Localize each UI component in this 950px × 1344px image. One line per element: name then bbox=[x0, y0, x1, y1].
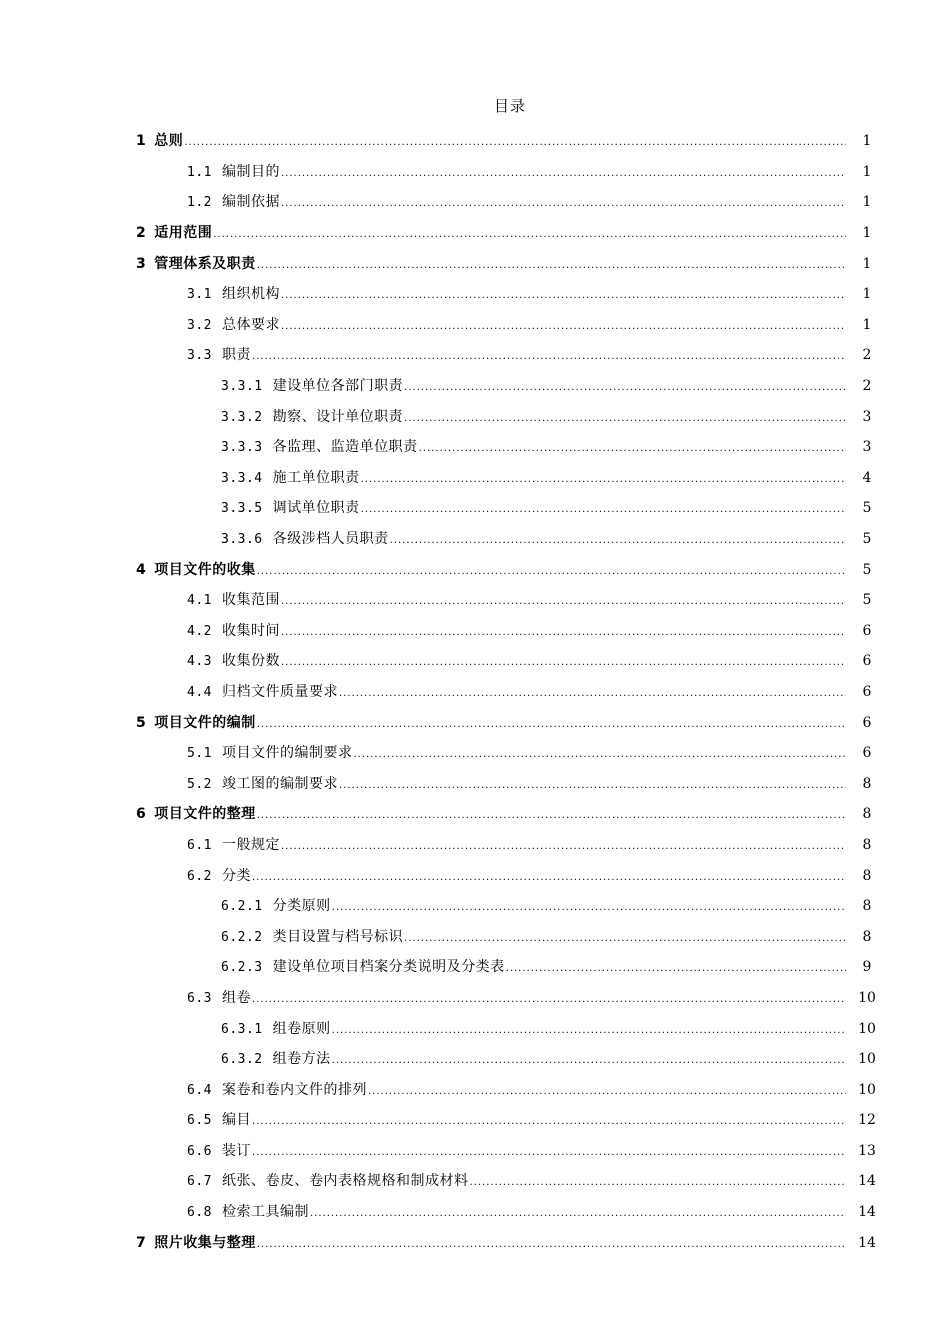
toc-page-number: 8 bbox=[862, 928, 872, 945]
toc-section-title: 管理体系及职责 bbox=[154, 255, 256, 272]
toc-page-number: 8 bbox=[862, 867, 872, 884]
toc-page-number: 1 bbox=[862, 255, 872, 272]
toc-dot-leader bbox=[368, 1081, 846, 1101]
toc-page-number: 1 bbox=[862, 316, 872, 333]
toc-section-title: 归档文件质量要求 bbox=[221, 683, 338, 700]
toc-section-title: 收集范围 bbox=[221, 592, 280, 609]
toc-section-number: 3.3.2 bbox=[221, 409, 263, 425]
toc-section-title: 职责 bbox=[221, 347, 251, 364]
toc-section-title: 分类原则 bbox=[272, 898, 331, 915]
toc-dot-leader bbox=[252, 1142, 846, 1162]
toc-row bbox=[0, 1136, 950, 1167]
toc-section-number: 7 bbox=[136, 1234, 147, 1251]
toc-row bbox=[0, 616, 950, 647]
toc-entry-link[interactable] bbox=[187, 681, 846, 703]
toc-section-number: 6.1 bbox=[187, 837, 212, 853]
toc-row bbox=[0, 1044, 950, 1075]
toc-dot-leader bbox=[281, 285, 846, 305]
toc-row bbox=[0, 707, 950, 738]
toc-row bbox=[0, 248, 950, 279]
toc-entry-link[interactable] bbox=[221, 895, 846, 917]
toc-section-title: 编目 bbox=[221, 1112, 251, 1129]
toc-page-number: 14 bbox=[858, 1173, 876, 1190]
toc-row bbox=[0, 1197, 950, 1228]
toc-entry-link[interactable] bbox=[187, 314, 846, 336]
toc-row bbox=[0, 1166, 950, 1197]
toc-section-number: 4.3 bbox=[187, 654, 212, 670]
toc-section-number: 3.2 bbox=[187, 317, 212, 333]
toc-entry-link[interactable] bbox=[187, 344, 846, 366]
toc-page-number: 5 bbox=[862, 500, 872, 517]
toc-dot-leader bbox=[257, 805, 846, 825]
toc-section-title: 案卷和卷内文件的排列 bbox=[221, 1081, 367, 1098]
toc-section-title: 建设单位项目档案分类说明及分类表 bbox=[272, 959, 505, 976]
toc-dot-leader bbox=[469, 1172, 846, 1192]
toc-entry-link[interactable] bbox=[136, 803, 846, 825]
toc-page-number: 8 bbox=[862, 836, 872, 853]
toc-dot-leader bbox=[332, 897, 846, 917]
toc-entry-link[interactable] bbox=[136, 559, 846, 581]
toc-dot-leader bbox=[252, 346, 846, 366]
toc-page-number: 12 bbox=[858, 1112, 876, 1129]
toc-dot-leader bbox=[252, 989, 846, 1009]
toc-page-number: 1 bbox=[862, 133, 872, 150]
toc-section-title: 调试单位职责 bbox=[272, 500, 360, 517]
toc-page-number: 14 bbox=[858, 1204, 876, 1221]
toc-section-number: 4 bbox=[136, 561, 147, 578]
toc-page-number: 6 bbox=[862, 683, 872, 700]
toc-row bbox=[0, 524, 950, 555]
toc-dot-leader bbox=[361, 499, 846, 519]
toc-dot-leader bbox=[257, 714, 846, 734]
toc-section-number: 1.2 bbox=[187, 195, 212, 211]
toc-row bbox=[0, 340, 950, 371]
toc-row bbox=[0, 646, 950, 677]
toc-page-number: 13 bbox=[858, 1142, 876, 1159]
toc-section-number: 6.5 bbox=[187, 1113, 212, 1129]
toc-page-number: 1 bbox=[862, 163, 872, 180]
toc-row bbox=[0, 738, 950, 769]
toc-dot-leader bbox=[339, 775, 846, 795]
toc-entry-link[interactable] bbox=[221, 1048, 846, 1070]
toc-entry-link[interactable] bbox=[187, 773, 846, 795]
toc-row bbox=[0, 860, 950, 891]
toc-section-title: 施工单位职责 bbox=[272, 469, 360, 486]
toc-entry-link[interactable] bbox=[187, 1109, 846, 1131]
toc-section-title: 组卷原则 bbox=[272, 1020, 331, 1037]
toc-section-number: 3.3.6 bbox=[221, 532, 263, 548]
toc-page-number: 3 bbox=[862, 439, 872, 456]
toc-dot-leader bbox=[281, 163, 846, 183]
toc-entry-link[interactable] bbox=[187, 865, 846, 887]
toc-entry-link[interactable] bbox=[221, 436, 846, 458]
toc-section-title: 照片收集与整理 bbox=[154, 1234, 256, 1251]
toc-page-number: 8 bbox=[862, 806, 872, 823]
toc-section-number: 2 bbox=[136, 225, 147, 242]
toc-entry-link[interactable] bbox=[221, 467, 846, 489]
toc-entry-link[interactable] bbox=[221, 375, 846, 397]
toc-section-title: 适用范围 bbox=[154, 225, 213, 242]
toc-section-title: 分类 bbox=[221, 867, 251, 884]
toc-entry-link[interactable] bbox=[187, 620, 846, 642]
toc-dot-leader bbox=[353, 744, 846, 764]
toc-row bbox=[0, 279, 950, 310]
toc-row bbox=[0, 463, 950, 494]
toc-page-number: 8 bbox=[862, 898, 872, 915]
toc-section-number: 6 bbox=[136, 806, 147, 823]
toc-dot-leader bbox=[339, 683, 846, 703]
toc-row bbox=[0, 1013, 950, 1044]
toc-row bbox=[0, 310, 950, 341]
toc-section-title: 收集时间 bbox=[221, 622, 280, 639]
toc-dot-leader bbox=[419, 438, 846, 458]
toc-entry-link[interactable] bbox=[136, 130, 846, 152]
toc-dot-leader bbox=[361, 469, 846, 489]
toc-page-number: 5 bbox=[862, 592, 872, 609]
toc-section-number: 4.2 bbox=[187, 623, 212, 639]
toc-dot-leader bbox=[332, 1020, 846, 1040]
toc-row bbox=[0, 1074, 950, 1105]
toc-section-title: 竣工图的编制要求 bbox=[221, 775, 338, 792]
toc-entry-link[interactable] bbox=[221, 926, 846, 948]
toc-row bbox=[0, 891, 950, 922]
toc-entry-link[interactable] bbox=[187, 589, 846, 611]
toc-page-number: 1 bbox=[862, 225, 872, 242]
toc-section-number: 4.4 bbox=[187, 684, 212, 700]
toc-row bbox=[0, 126, 950, 157]
toc-row bbox=[0, 371, 950, 402]
toc-row bbox=[0, 952, 950, 983]
toc-page-number: 9 bbox=[862, 959, 872, 976]
toc-dot-leader bbox=[404, 377, 846, 397]
toc-entry-link[interactable] bbox=[221, 406, 846, 428]
toc-section-number: 1 bbox=[136, 133, 147, 150]
toc-section-number: 1.1 bbox=[187, 164, 212, 180]
toc-dot-leader bbox=[281, 316, 846, 336]
toc-section-title: 各级涉档人员职责 bbox=[272, 531, 389, 548]
toc-row bbox=[0, 554, 950, 585]
toc-page-number: 10 bbox=[858, 1020, 876, 1037]
toc-dot-leader bbox=[404, 928, 846, 948]
toc-dot-leader bbox=[310, 1203, 846, 1223]
toc-dot-leader bbox=[252, 1111, 846, 1131]
toc-dot-leader bbox=[281, 591, 846, 611]
toc-section-number: 6.3.1 bbox=[221, 1021, 263, 1037]
toc-entry-link[interactable] bbox=[187, 742, 846, 764]
toc-section-number: 4.1 bbox=[187, 593, 212, 609]
toc-entry-link[interactable] bbox=[187, 987, 846, 1009]
toc-section-title: 组卷 bbox=[221, 989, 251, 1006]
toc-dot-leader bbox=[257, 1234, 846, 1254]
toc-entry-link[interactable] bbox=[136, 253, 846, 275]
toc-entry-link[interactable] bbox=[221, 956, 846, 978]
toc-section-number: 6.2 bbox=[187, 868, 212, 884]
toc-section-title: 项目文件的收集 bbox=[154, 561, 256, 578]
toc-section-title: 编制目的 bbox=[221, 163, 280, 180]
toc-section-number: 6.7 bbox=[187, 1174, 212, 1190]
toc-row bbox=[0, 157, 950, 188]
toc-entry-link[interactable] bbox=[187, 1140, 846, 1162]
toc-title: 目录 bbox=[493, 97, 526, 115]
toc-section-number: 6.2.1 bbox=[221, 899, 263, 915]
toc-section-number: 6.8 bbox=[187, 1205, 212, 1221]
toc-section-title: 项目文件的编制要求 bbox=[221, 745, 353, 762]
toc-page-number: 14 bbox=[858, 1234, 876, 1251]
toc-page-number: 10 bbox=[858, 1051, 876, 1068]
toc-dot-leader bbox=[184, 132, 846, 152]
toc-row bbox=[0, 768, 950, 799]
toc-section-number: 3.3.3 bbox=[221, 440, 263, 456]
toc-page-number: 2 bbox=[862, 347, 872, 364]
toc-page-number: 1 bbox=[862, 194, 872, 211]
toc-section-title: 装订 bbox=[221, 1142, 251, 1159]
toc-section-number: 3.3.4 bbox=[221, 470, 263, 486]
toc-entry-link[interactable] bbox=[136, 1232, 846, 1254]
toc-section-title: 各监理、监造单位职责 bbox=[272, 439, 418, 456]
toc-section-number: 6.2.3 bbox=[221, 960, 263, 976]
toc-page-number: 10 bbox=[858, 989, 876, 1006]
toc-entry-link[interactable] bbox=[221, 1018, 846, 1040]
toc-row bbox=[0, 218, 950, 249]
toc-section-number: 5 bbox=[136, 714, 147, 731]
toc-page-number: 1 bbox=[862, 286, 872, 303]
toc-entry-link[interactable] bbox=[187, 1079, 846, 1101]
toc-page-number: 5 bbox=[862, 561, 872, 578]
toc-entry-link[interactable] bbox=[187, 650, 846, 672]
toc-dot-leader bbox=[404, 408, 846, 428]
toc-page-number: 6 bbox=[862, 714, 872, 731]
toc-dot-leader bbox=[257, 255, 846, 275]
toc-row bbox=[0, 677, 950, 708]
toc-dot-leader bbox=[506, 958, 846, 978]
toc-section-title: 类目设置与档号标识 bbox=[272, 928, 404, 945]
toc-section-number: 3.3.5 bbox=[221, 501, 263, 517]
toc-section-title: 组卷方法 bbox=[272, 1051, 331, 1068]
toc-entry-link[interactable] bbox=[187, 191, 846, 213]
toc-section-title: 建设单位各部门职责 bbox=[272, 378, 404, 395]
toc-section-title: 项目文件的整理 bbox=[154, 806, 256, 823]
toc-row bbox=[0, 830, 950, 861]
toc-dot-leader bbox=[213, 224, 846, 244]
toc-section-title: 总体要求 bbox=[221, 316, 280, 333]
toc-dot-leader bbox=[281, 622, 846, 642]
toc-section-number: 6.3 bbox=[187, 990, 212, 1006]
toc-page-number: 8 bbox=[862, 775, 872, 792]
toc-dot-leader bbox=[390, 530, 846, 550]
toc-page-number: 6 bbox=[862, 745, 872, 762]
toc-dot-leader bbox=[281, 836, 846, 856]
toc-row bbox=[0, 401, 950, 432]
toc-section-title: 项目文件的编制 bbox=[154, 714, 256, 731]
toc-dot-leader bbox=[281, 652, 846, 672]
toc-page-number: 10 bbox=[858, 1081, 876, 1098]
toc-page-number: 4 bbox=[862, 469, 872, 486]
toc-row bbox=[0, 1105, 950, 1136]
toc-page-number: 5 bbox=[862, 531, 872, 548]
toc-entry-link[interactable] bbox=[187, 1201, 846, 1223]
toc-row bbox=[0, 983, 950, 1014]
toc-dot-leader bbox=[252, 867, 846, 887]
toc-section-title: 总则 bbox=[154, 133, 184, 150]
toc-entry-link[interactable] bbox=[187, 1170, 846, 1192]
toc-row bbox=[0, 187, 950, 218]
toc-section-title: 组织机构 bbox=[221, 286, 280, 303]
toc-dot-leader bbox=[257, 561, 846, 581]
toc-entry-link[interactable] bbox=[136, 712, 846, 734]
toc-page-number: 3 bbox=[862, 408, 872, 425]
toc-section-number: 6.3.2 bbox=[221, 1052, 263, 1068]
toc-section-number: 3.1 bbox=[187, 287, 212, 303]
toc-section-title: 纸张、卷皮、卷内表格规格和制成材料 bbox=[221, 1173, 469, 1190]
toc-section-number: 6.4 bbox=[187, 1082, 212, 1098]
toc-entry-link[interactable] bbox=[221, 497, 846, 519]
toc-section-number: 3 bbox=[136, 255, 147, 272]
table-of-contents bbox=[0, 126, 950, 1258]
toc-row bbox=[0, 1227, 950, 1258]
toc-row bbox=[0, 921, 950, 952]
toc-entry-link[interactable] bbox=[187, 834, 846, 856]
toc-row bbox=[0, 493, 950, 524]
toc-entry-link[interactable] bbox=[221, 528, 846, 550]
toc-entry-link[interactable] bbox=[136, 222, 846, 244]
toc-page-number: 6 bbox=[862, 622, 872, 639]
toc-section-number: 5.1 bbox=[187, 746, 212, 762]
toc-page-number: 2 bbox=[862, 378, 872, 395]
toc-section-number: 5.2 bbox=[187, 776, 212, 792]
toc-section-title: 一般规定 bbox=[221, 836, 280, 853]
toc-section-number: 3.3.1 bbox=[221, 379, 263, 395]
toc-section-title: 勘察、设计单位职责 bbox=[272, 408, 404, 425]
toc-dot-leader bbox=[281, 193, 846, 213]
toc-row bbox=[0, 585, 950, 616]
toc-page-number: 6 bbox=[862, 653, 872, 670]
toc-entry-link[interactable] bbox=[187, 161, 846, 183]
toc-row bbox=[0, 799, 950, 830]
toc-section-title: 编制依据 bbox=[221, 194, 280, 211]
toc-dot-leader bbox=[332, 1050, 846, 1070]
toc-row bbox=[0, 432, 950, 463]
toc-section-title: 收集份数 bbox=[221, 653, 280, 670]
toc-section-number: 6.2.2 bbox=[221, 929, 263, 945]
toc-section-title: 检索工具编制 bbox=[221, 1204, 309, 1221]
toc-section-number: 6.6 bbox=[187, 1143, 212, 1159]
toc-entry-link[interactable] bbox=[187, 283, 846, 305]
toc-section-number: 3.3 bbox=[187, 348, 212, 364]
